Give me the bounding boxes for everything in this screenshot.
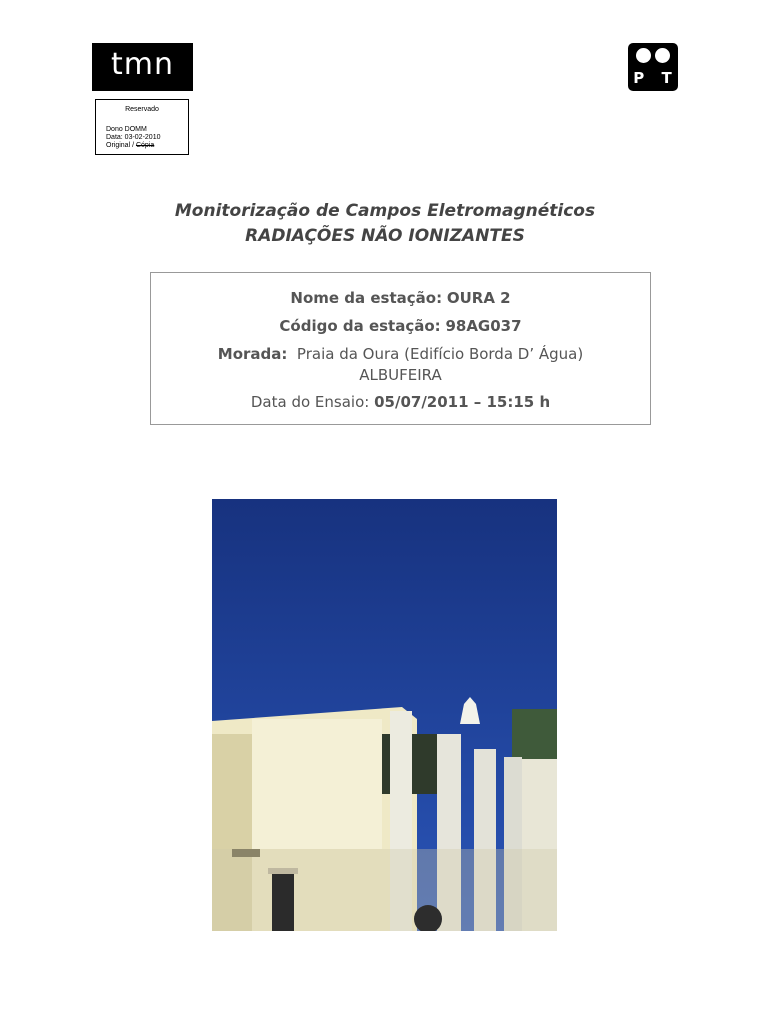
- classification-stamp: [95, 99, 189, 155]
- stamp-original: Original /: [106, 142, 136, 149]
- station-photo: [212, 499, 557, 931]
- photo-door: [272, 872, 294, 931]
- address-label: Morada:: [217, 345, 288, 363]
- stamp-owner: Dono DOMM: [106, 126, 147, 133]
- test-date-value: 05/07/2011 – 15:15 h: [374, 393, 551, 411]
- stamp-title: Reservado: [125, 106, 159, 113]
- pt-logo-text: P T: [633, 69, 678, 87]
- photo-upper-wall: [252, 719, 382, 849]
- document-title: Monitorização de Campos Eletromagnéticos: [174, 201, 596, 221]
- stamp-date: Data: 03-02-2010: [106, 134, 161, 141]
- pt-logo: [628, 43, 678, 91]
- address-city: ALBUFEIRA: [359, 366, 442, 384]
- station-name-label: Nome da estação:: [290, 289, 443, 307]
- stamp-lines: [106, 126, 160, 150]
- photo-ground-shadow: [212, 849, 557, 931]
- station-code-label: Código da estação:: [279, 317, 441, 335]
- station-name-value: OURA 2: [446, 289, 511, 307]
- pt-logo-dot: [636, 48, 651, 63]
- stamp-copy-type: [106, 142, 160, 150]
- photo-sign: [232, 849, 260, 857]
- photo-door-frame: [268, 868, 298, 874]
- station-code-value: 98AG037: [445, 317, 522, 335]
- pt-logo-dot: [655, 48, 670, 63]
- tmn-logo: [92, 43, 193, 91]
- document-subtitle: RADIAÇÕES NÃO IONIZANTES: [245, 226, 525, 246]
- station-code-line: [151, 317, 650, 335]
- stamp-copy-struck: Cópia: [135, 142, 155, 149]
- station-name-line: [151, 289, 650, 307]
- station-info-box: [150, 272, 651, 425]
- address-value: Praia da Oura (Edifício Borda D’ Água): [296, 345, 584, 363]
- address-line: [151, 345, 650, 363]
- test-date-line: [151, 393, 650, 411]
- tmn-logo-text: tmn: [111, 47, 174, 82]
- test-date-label: Data do Ensaio:: [250, 393, 370, 411]
